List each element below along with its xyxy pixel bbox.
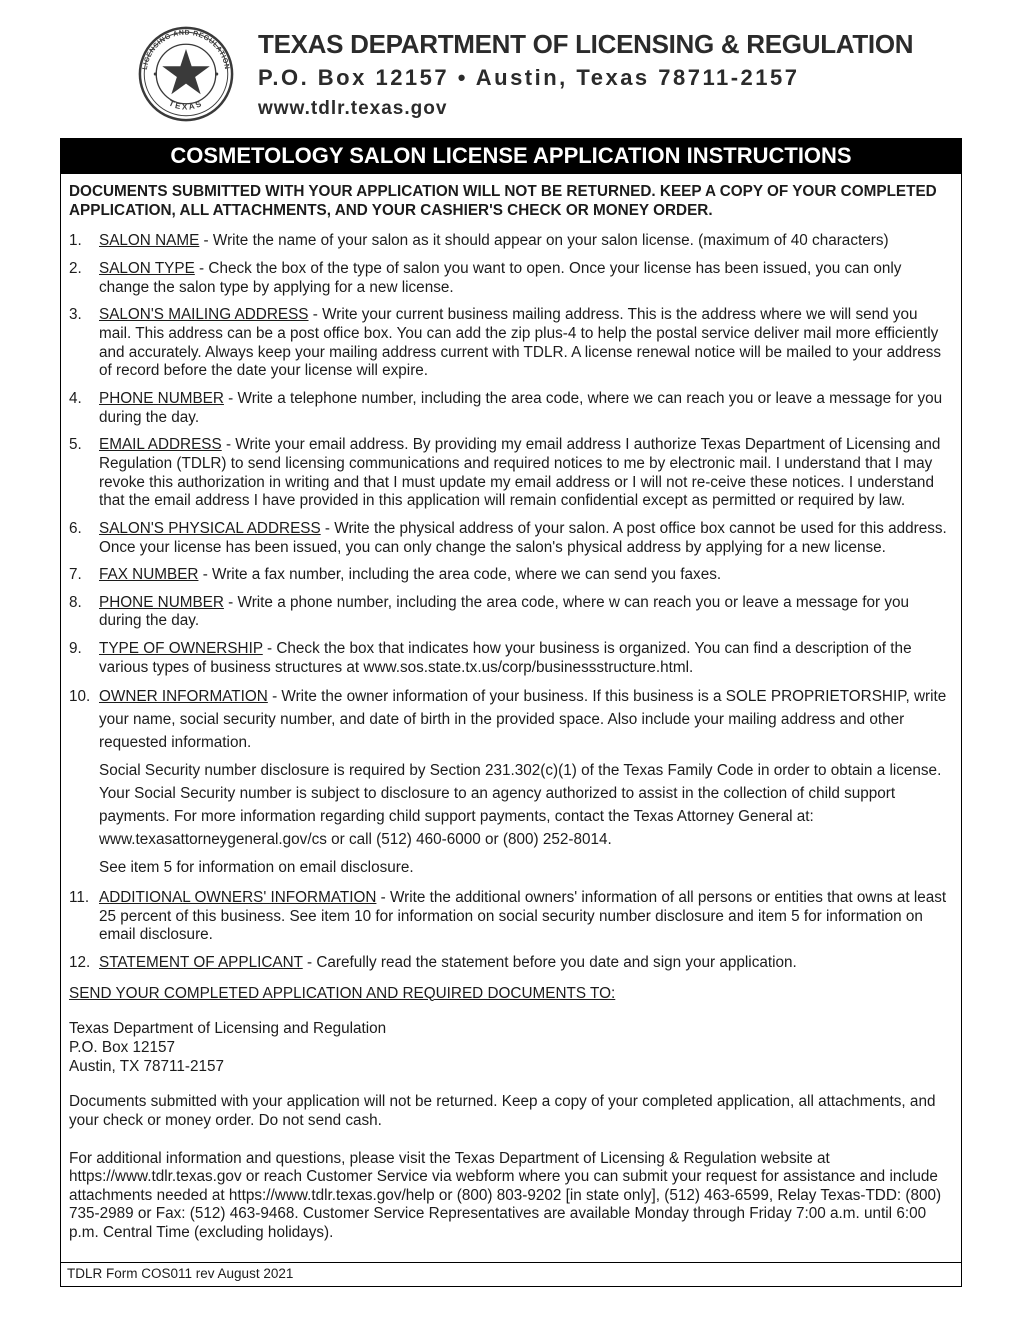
address-line: Austin, TX 78711-2157 <box>69 1057 225 1075</box>
form-number: TDLR Form COS011 rev August 2021 <box>61 1262 961 1286</box>
instruction-term: SALON'S MAILING ADDRESS <box>99 306 309 324</box>
instruction-item <box>69 594 953 631</box>
instruction-number: 10. <box>69 688 91 706</box>
instruction-number: 1. <box>69 232 82 250</box>
contact-info: For additional information and questions, please visit the Texas Department of Licensing & Regulation website at https://www.tdlr.texas.gov or reach Customer Service via webform where you can submit your request for assistance and include attachments needed at https://www.tdlr.texas.gov/help or (800) 803-9202 [in state only], (512) 463-6599, Relay Texas-TDD: (800) 735-2989 or Fax: (512) 463-9468. Customer Service Representatives are available Monday through Friday 7:00 a.m. until 6:00 p.m. Central Time (excluding holidays). <box>69 1149 942 1242</box>
instruction-text: PHONE NUMBER - Write a telephone number, including the area code, where we can reach you or leave a message for you during the day. <box>99 389 943 426</box>
instruction-number: 7. <box>69 566 82 584</box>
org-name: TEXAS DEPARTMENT OF LICENSING & REGULATION <box>258 28 914 59</box>
instruction-item <box>69 232 953 251</box>
seal-top-text: LICENSING AND REGULATION <box>141 29 231 71</box>
instruction-text: PHONE NUMBER - Write a phone number, including the area code, where w can reach you or leave a message for you during the day. <box>99 593 910 630</box>
instruction-number: 9. <box>69 640 82 658</box>
instruction-item <box>69 436 953 511</box>
tdlr-seal-logo <box>138 26 234 122</box>
instructions-box <box>60 138 962 1287</box>
instruction-text: STATEMENT OF APPLICANT - Carefully read the statement before you date and sign your application. <box>99 953 797 971</box>
instruction-item <box>69 306 953 381</box>
instruction-number: 2. <box>69 259 82 277</box>
instruction-text: OWNER INFORMATION - Write the owner information of your business. If this business is a SOLE PROPRIETORSHIP, write your name, social security number, and date of birth in the provided space. Also include your mailing address and other requested information. Social Security number disclosure is required by Section 231.302(c)(1) of the Texas Family Code in order to obtain a license. Your Social Security number is subject to disclosure to an agency authorized to assist in the collection of child support payments. For more information regarding child support payments, contact the Texas Attorney General at: www.texasattorneygeneral.gov/cs or call (512) 460-6000 or (800) 252-8014. See item 5 for information on email disclosure. <box>99 686 953 880</box>
address-line: Texas Department of Licensing and Regulation <box>69 1020 387 1038</box>
org-website: www.tdlr.texas.gov <box>258 97 448 119</box>
instruction-text: SALON'S PHYSICAL ADDRESS - Write the physical address of your salon. A post office box cannot be used for this address. Once your license has been issued, you can only change the salon's physical address by applying for a new license. <box>99 519 947 556</box>
instruction-term: OWNER INFORMATION <box>99 688 268 706</box>
instruction-number: 4. <box>69 389 82 407</box>
notice-text: DOCUMENTS SUBMITTED WITH YOUR APPLICATION WILL NOT BE RETURNED. KEEP A COPY OF YOUR COMPLETED APPLICATION, ALL ATTACHMENTS, AND YOUR CASHIER'S CHECK OR MONEY ORDER. <box>69 183 937 219</box>
instruction-term: SALON NAME <box>99 232 200 250</box>
instruction-term: PHONE NUMBER <box>99 389 224 407</box>
instruction-number: 6. <box>69 519 82 537</box>
seal-bottom-text: TEXAS <box>167 98 205 112</box>
instruction-number: 11. <box>69 888 90 906</box>
instruction-number: 3. <box>69 306 82 324</box>
instruction-paragraph: See item 5 for information on email disclosure. <box>99 859 414 876</box>
instruction-term: SALON'S PHYSICAL ADDRESS <box>99 519 321 537</box>
instruction-term: STATEMENT OF APPLICANT <box>99 953 303 971</box>
instruction-item <box>69 260 953 297</box>
instructions-content <box>61 174 961 1243</box>
svg-text:TEXAS <box>167 99 204 112</box>
instruction-term: FAX NUMBER <box>99 566 199 584</box>
letterhead-text <box>258 29 913 120</box>
instruction-text: ADDITIONAL OWNERS' INFORMATION - Write the additional owners' information of all persons or entities that owns at least 25 percent of this business. See item 10 for information on social security number disclosure and item 5 for information on email disclosure. <box>99 888 947 944</box>
instruction-text: SALON NAME - Write the name of your salon as it should appear on your salon license. (maximum of 40 characters) <box>99 232 889 250</box>
instruction-paragraph: Social Security number disclosure is required by Section 231.302(c)(1) of the Texas Family Code in order to obtain a license. Your Social Security number is subject to disclosure to an agency authorized to assist in the collection of child support payments. For more information regarding child support payments, contact the Texas Attorney General at: www.texasattorneygeneral.gov/cs or call (512) 460-6000 or (800) 252-8014. <box>99 762 942 849</box>
instruction-number: 12. <box>69 953 91 971</box>
letterhead <box>138 26 962 122</box>
instruction-item <box>69 566 953 585</box>
instruction-term: SALON TYPE <box>99 259 195 277</box>
send-to-heading: SEND YOUR COMPLETED APPLICATION AND REQUIRED DOCUMENTS TO: <box>69 984 616 1002</box>
org-address: P.O. Box 12157 • Austin, Texas 78711-2157 <box>258 64 800 90</box>
instruction-item <box>69 954 953 973</box>
page-title: COSMETOLOGY SALON LICENSE APPLICATION INSTRUCTIONS <box>61 139 961 174</box>
returns-notice: Documents submitted with your application will not be returned. Keep a copy of your completed application, all attachments, and your check or money order. Do not send cash. <box>69 1093 936 1129</box>
instruction-item <box>69 520 953 557</box>
instruction-term: TYPE OF OWNERSHIP <box>99 640 263 658</box>
instruction-text: TYPE OF OWNERSHIP - Check the box that indicates how your business is organized. You can find a description of the various types of business structures at www.sos.state.tx.us/corp/businessstructure.html. <box>99 640 912 676</box>
instruction-number: 5. <box>69 436 82 454</box>
instruction-number: 8. <box>69 593 82 611</box>
address-line: P.O. Box 12157 <box>69 1038 176 1056</box>
instructions-list <box>69 232 953 972</box>
instruction-text: SALON TYPE - Check the box of the type of salon you want to open. Once your license has been issued, you can only change the salon type by applying for a new license. <box>99 259 902 296</box>
instruction-item <box>69 640 953 677</box>
instruction-term: EMAIL ADDRESS <box>99 436 222 454</box>
star-icon <box>162 49 209 94</box>
instruction-text: SALON'S MAILING ADDRESS - Write your current business mailing address. This is the address where we will send you mail. This address can be a post office box. You can add the zip plus-4 to help the postal service deliver mail more efficiently and accurately. Always keep your mailing address current with TDLR. A license renewal notice will be mailed to your address of record before the date your license will expire. <box>99 306 942 380</box>
instruction-term: PHONE NUMBER <box>99 593 224 611</box>
instruction-item <box>69 889 953 945</box>
instruction-text: EMAIL ADDRESS - Write your email address. By providing my email address I authorize Texas Department of Licensing and Regulation (TDLR) to send licensing communications and required notices to me by electronic mail. I understand that I may revoke this authorization in writing and that I must update my email address or I will not re-ceive these notices. I understand that the email address I have provided in this application will remain confidential except as permitted or required by law. <box>99 436 941 510</box>
mailing-address-block <box>69 1020 953 1076</box>
instruction-item <box>69 390 953 427</box>
instruction-text: FAX NUMBER - Write a fax number, including the area code, where we can send you faxes. <box>99 566 722 584</box>
instruction-item <box>69 686 953 880</box>
instruction-term: ADDITIONAL OWNERS' INFORMATION <box>99 888 377 906</box>
